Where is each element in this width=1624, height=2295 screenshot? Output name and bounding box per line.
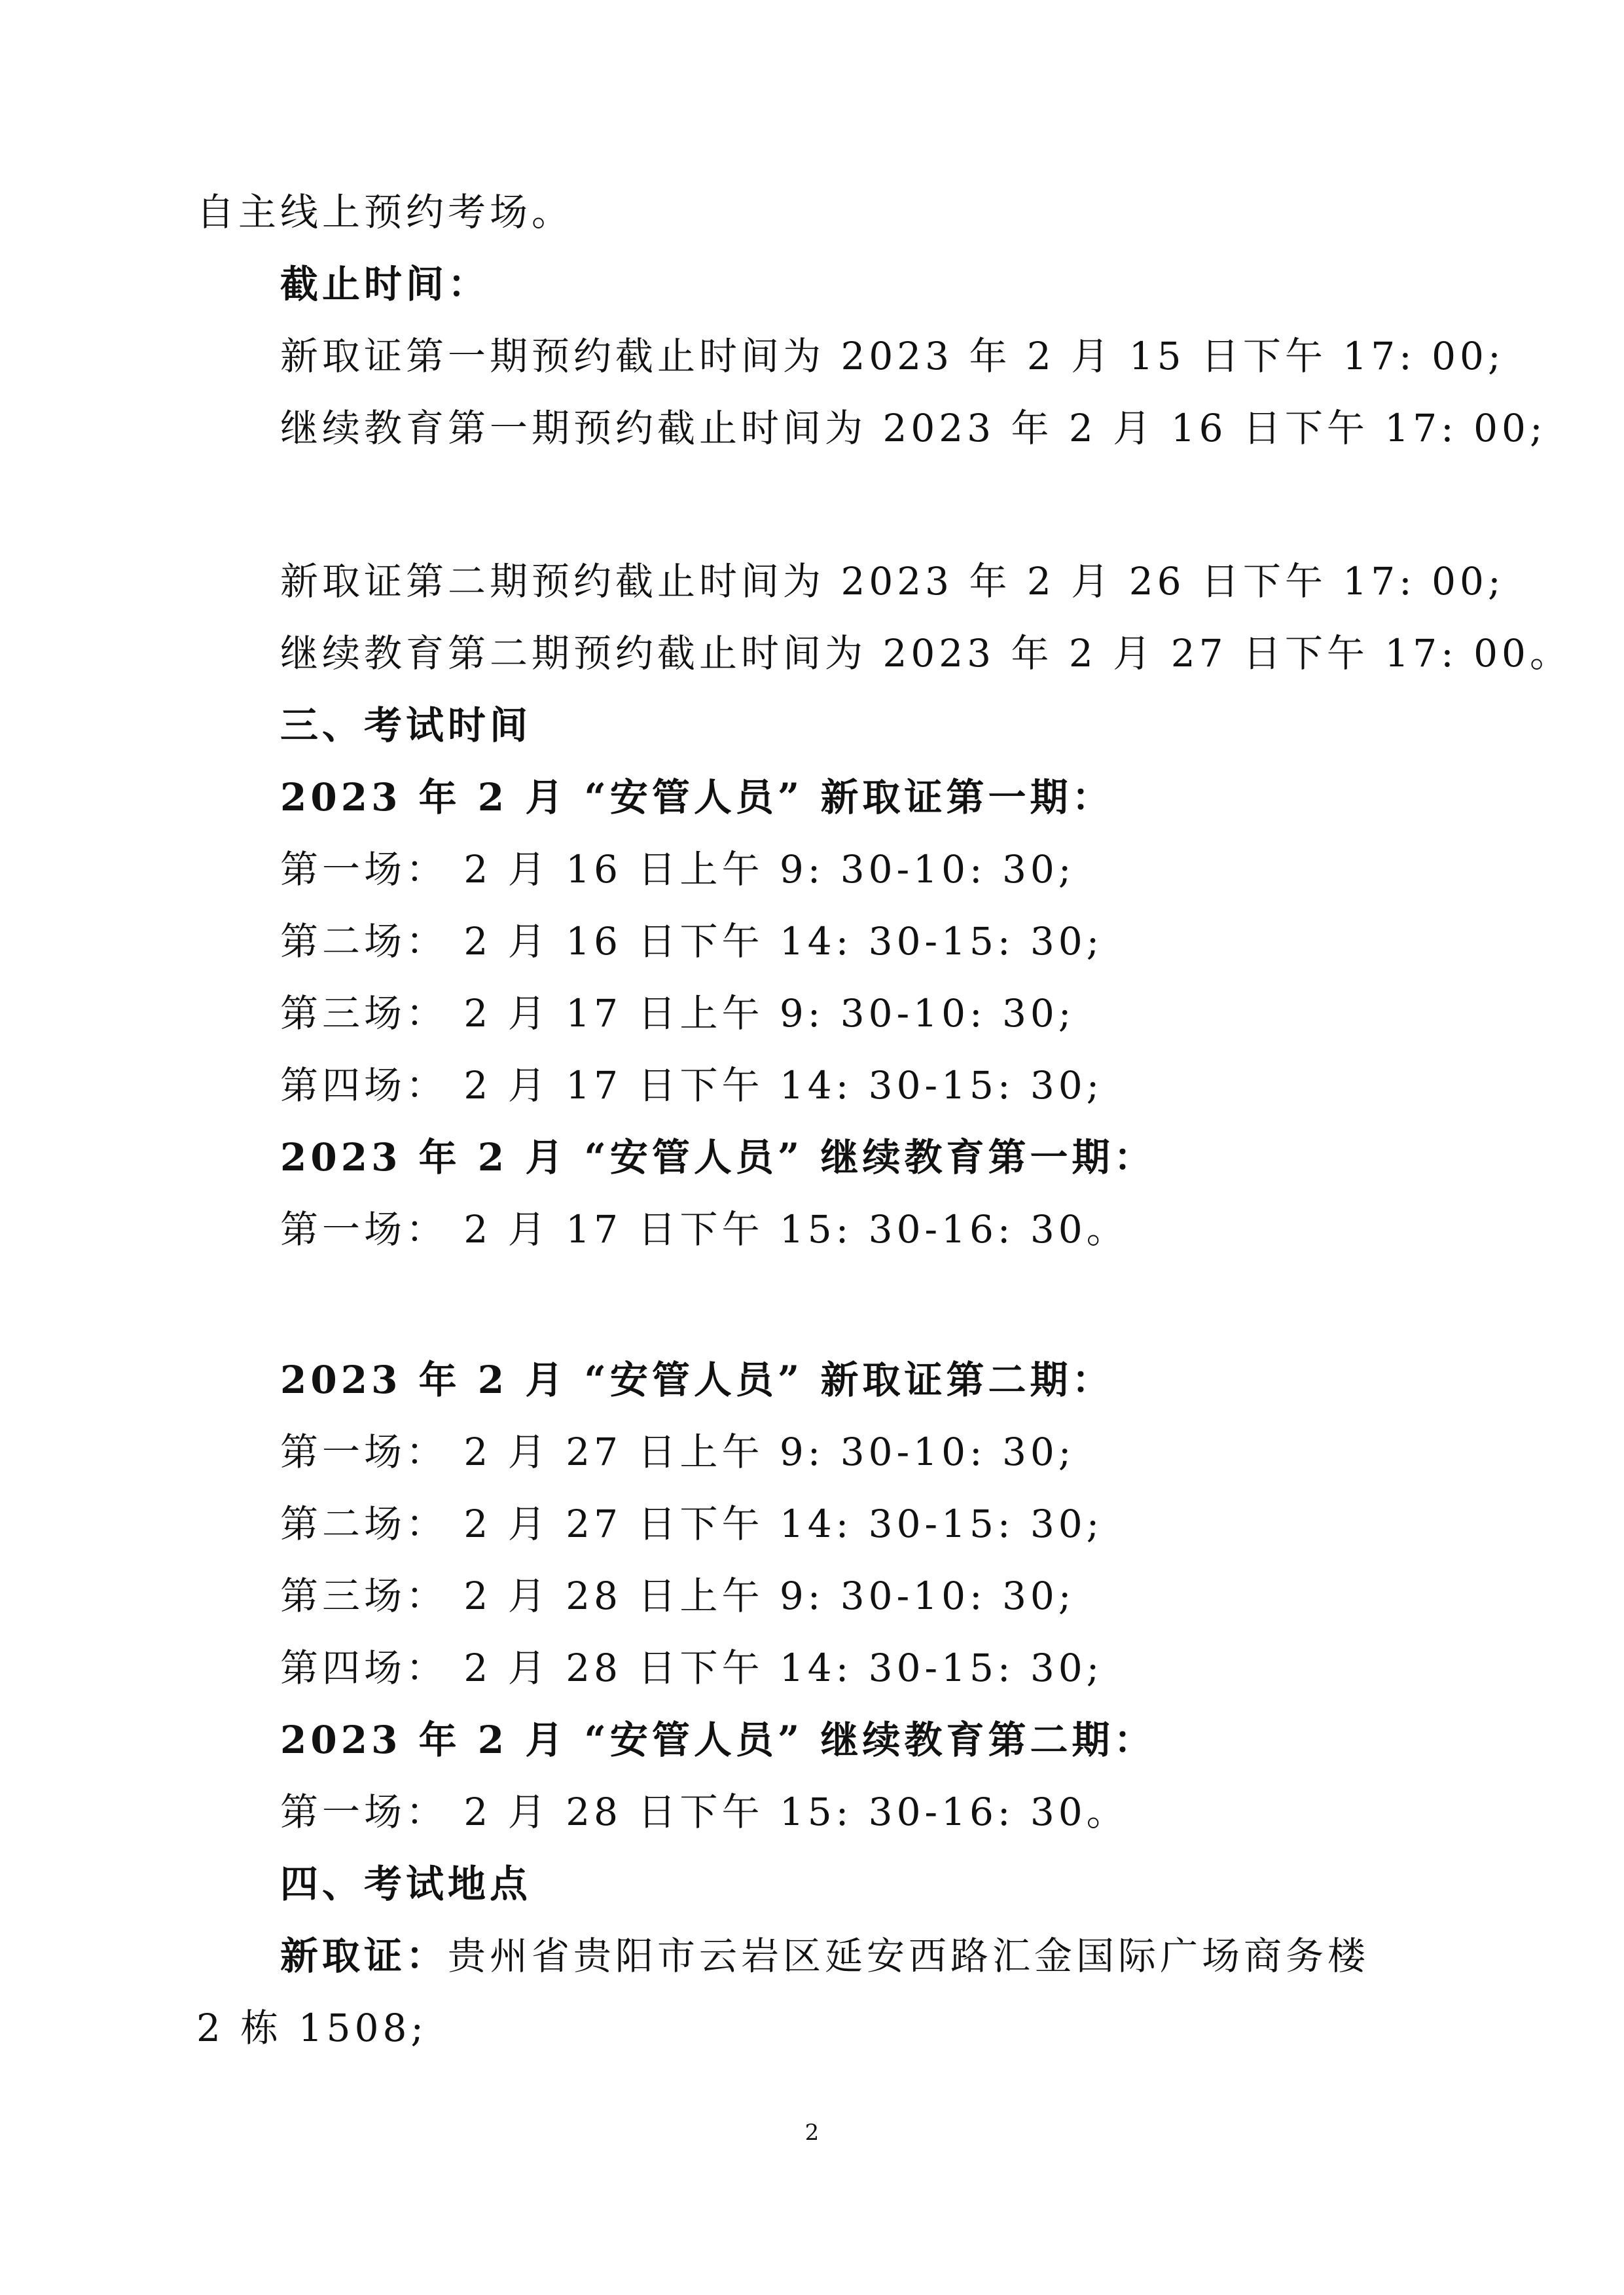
deadline-new-cert-phase1: 新取证第一期预约截止时间为 2023 年 2 月 15 日下午 17: 00; [280,334,1505,378]
session-item: 第四场： 2 月 28 日下午 14: 30-15: 30; [280,1646,1104,1690]
section-heading-exam-time: 三、考试时间 [280,703,532,748]
session-item: 第一场： 2 月 17 日下午 15: 30-16: 30。 [280,1207,1128,1252]
continuing-edu-phase1-heading: 2023 年 2 月 “安管人员” 继续教育第一期： [280,1135,1156,1180]
deadline-new-cert-phase2: 新取证第二期预约截止时间为 2023 年 2 月 26 日下午 17: 00; [280,559,1505,604]
session-item: 第三场： 2 月 17 日上午 9: 30-10: 30; [280,991,1075,1036]
deadline-heading: 截止时间： [280,262,490,306]
deadline-continuing-edu-phase1: 继续教育第一期预约截止时间为 2023 年 2 月 16 日下午 17: 00; [280,406,1547,450]
page-number: 2 [804,2120,820,2146]
new-cert-phase2-heading: 2023 年 2 月 “安管人员” 新取证第二期： [280,1358,1114,1402]
session-item: 第二场： 2 月 16 日下午 14: 30-15: 30; [280,919,1104,964]
session-item: 第三场： 2 月 28 日上午 9: 30-10: 30; [280,1574,1075,1618]
session-item: 第二场： 2 月 27 日下午 14: 30-15: 30; [280,1502,1104,1546]
session-item: 第一场： 2 月 16 日上午 9: 30-10: 30; [280,847,1075,892]
continuing-edu-phase2-heading: 2023 年 2 月 “安管人员” 继续教育第二期： [280,1718,1156,1762]
new-cert-phase1-heading: 2023 年 2 月 “安管人员” 新取证第一期： [280,775,1114,820]
session-item: 第一场： 2 月 28 日下午 15: 30-16: 30。 [280,1790,1128,1834]
deadline-continuing-edu-phase2: 继续教育第二期预约截止时间为 2023 年 2 月 27 日下午 17: 00。 [280,631,1572,676]
session-item: 第一场： 2 月 27 日上午 9: 30-10: 30; [280,1430,1075,1474]
location-address: 贵州省贵阳市云岩区延安西路汇金国际广场商务楼 [448,1934,1370,1978]
location-address-continuation: 2 栋 1508; [196,2006,427,2050]
location-new-cert [280,1930,1369,1982]
paragraph-continuation: 自主线上预约考场。 [196,190,574,234]
section-heading-exam-location: 四、考试地点 [280,1862,532,1906]
location-label: 新取证： [280,1934,448,1978]
session-item: 第四场： 2 月 17 日下午 14: 30-15: 30; [280,1063,1104,1108]
